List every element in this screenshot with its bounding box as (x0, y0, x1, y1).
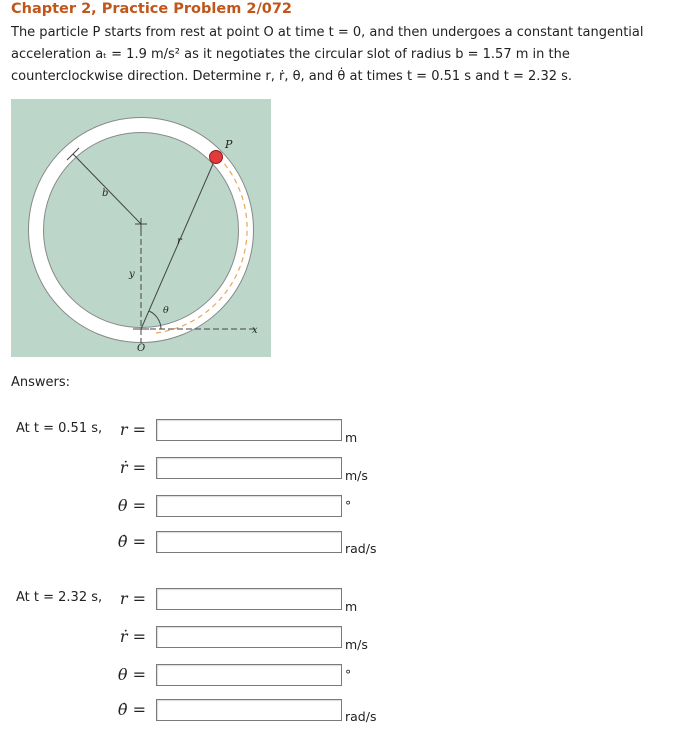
unit-label: m/s (345, 637, 368, 652)
symbol-r-dot: ṙ = (119, 458, 146, 477)
problem-title: Chapter 2, Practice Problem 2/072 (11, 1, 293, 17)
answer-row-g2-rdot (0, 626, 691, 652)
answer-input[interactable] (156, 419, 342, 441)
unit-label: rad/s (345, 709, 377, 724)
problem-figure (11, 99, 271, 357)
problem-line-1: The particle P starts from rest at point O at time t = 0, and then undergoes a constant tangential (11, 25, 644, 40)
unit-label: m (345, 430, 358, 445)
symbol-r-dot: ṙ = (119, 627, 146, 646)
label-y: y (129, 269, 135, 280)
unit-label: rad/s (345, 541, 377, 556)
answer-row-g2-theta (0, 664, 691, 690)
answer-row-g1-rdot (0, 457, 691, 483)
circular-slot-diagram (11, 99, 271, 357)
time-label-1: At t = 0.51 s, (16, 421, 103, 436)
unit-label: ° (345, 498, 352, 513)
answer-input[interactable] (156, 626, 342, 648)
answer-input[interactable] (156, 699, 342, 721)
symbol-theta-dot: θ̇ = (117, 700, 146, 719)
answer-row-g1-thetadot (0, 531, 691, 557)
label-p: P (225, 138, 233, 151)
symbol-theta: θ = (117, 496, 146, 515)
problem-line-3: counterclockwise direction. Determine r, ṙ, θ, and θ̇ at times t = 0.51 s and t = 2.32 s. (11, 69, 573, 84)
problem-statement (11, 22, 683, 88)
symbol-theta-dot: θ̇ = (117, 532, 146, 551)
label-theta: θ (163, 305, 169, 316)
unit-label: m (345, 599, 358, 614)
unit-label: m/s (345, 468, 368, 483)
label-b: b (102, 188, 109, 199)
particle-p (210, 151, 223, 164)
answer-input[interactable] (156, 531, 342, 553)
symbol-theta: θ = (117, 665, 146, 684)
answer-row-g1-theta (0, 495, 691, 521)
answer-row-g2-r (0, 588, 691, 614)
problem-line-2: acceleration aₜ = 1.9 m/s² as it negotiates the circular slot of radius b = 1.57 m in the (11, 47, 570, 62)
symbol-r: r = (119, 420, 146, 439)
answer-input[interactable] (156, 664, 342, 686)
answers-label: Answers: (11, 375, 71, 390)
unit-label: ° (345, 667, 352, 682)
answer-input[interactable] (156, 495, 342, 517)
answer-row-g1-r (0, 419, 691, 445)
label-o: O (137, 343, 146, 354)
answer-input[interactable] (156, 457, 342, 479)
answer-row-g2-thetadot (0, 699, 691, 725)
time-label-2: At t = 2.32 s, (16, 590, 103, 605)
symbol-r: r = (119, 589, 146, 608)
answer-input[interactable] (156, 588, 342, 610)
label-r: r (177, 236, 182, 247)
label-x: x (252, 325, 258, 336)
